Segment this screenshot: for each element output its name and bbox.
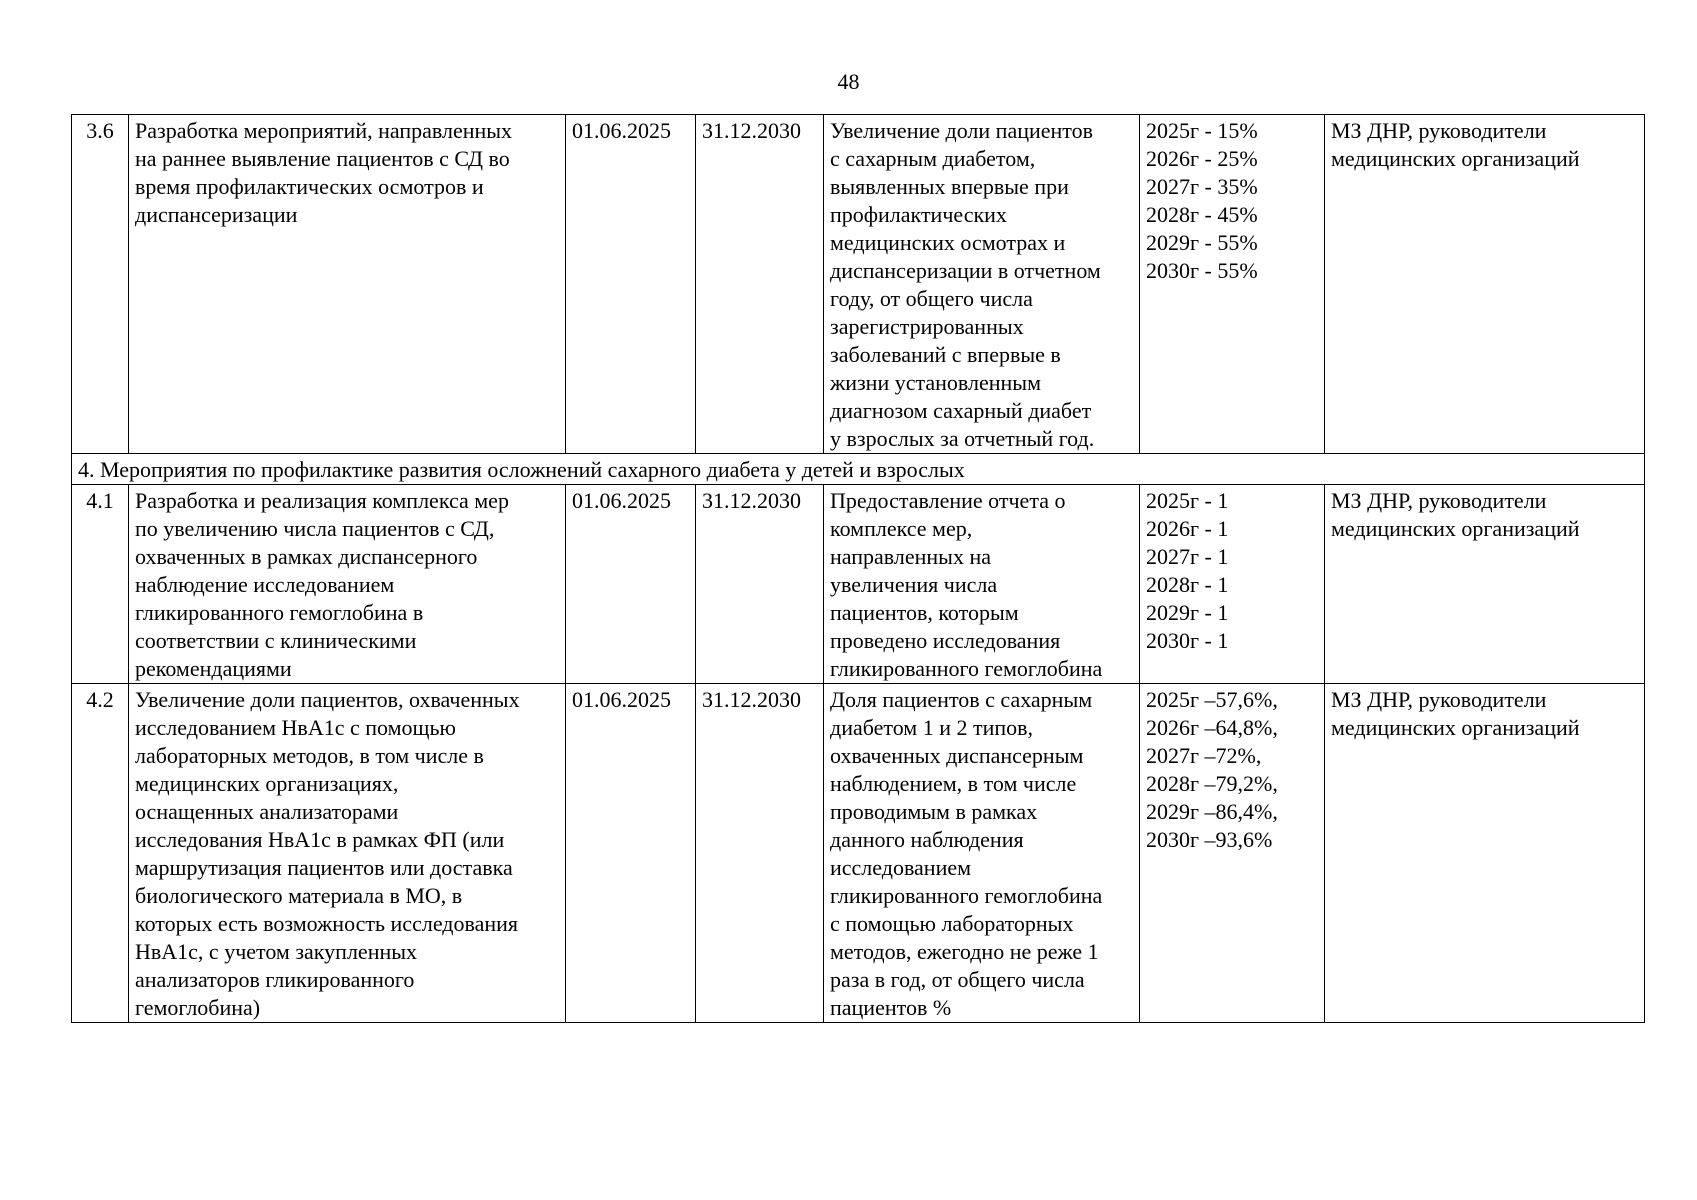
activities-table	[71, 114, 1645, 1023]
targets-cell: 2025г –57,6%, 2026г –64,8%, 2027г –72%, 2028г –79,2%, 2029г –86,4%, 2030г –93,6%	[1140, 684, 1325, 1023]
table-row	[72, 115, 1645, 454]
responsible-cell: МЗ ДНР, руководители медицинских организаций	[1325, 115, 1645, 454]
indicator-cell: Доля пациентов с сахарным диабетом 1 и 2 типов, охваченных диспансерным наблюдением, в том числе проводимым в рамках данного наблюдения исследованием гликированного гемоглобина с помощью лабораторных методов, ежегодно не реже 1 раза в год, от общего числа пациентов %	[824, 684, 1140, 1023]
end-date-cell: 31.12.2030	[696, 115, 824, 454]
row-number: 4.2	[72, 684, 129, 1023]
responsible-cell: МЗ ДНР, руководители медицинских организаций	[1325, 684, 1645, 1023]
row-number: 4.1	[72, 485, 129, 684]
page-number: 48	[837, 69, 860, 94]
section-header-row	[72, 454, 1645, 485]
activity-cell: Увеличение доли пациентов, охваченных исследованием НвА1с с помощью лабораторных методов, в том числе в медицинских организациях, оснащенных анализаторами исследования НвА1с в рамках ФП (или маршрутизация пациентов или доставка биологического материала в МО, в которых есть возможность исследования НвА1с, с учетом закупленных анализаторов гликированного гемоглобина)	[129, 684, 566, 1023]
responsible-cell: МЗ ДНР, руководители медицинских организаций	[1325, 485, 1645, 684]
targets-cell: 2025г - 1 2026г - 1 2027г - 1 2028г - 1 2029г - 1 2030г - 1	[1140, 485, 1325, 684]
row-number: 3.6	[72, 115, 129, 454]
start-date-cell: 01.06.2025	[566, 485, 696, 684]
activity-cell: Разработка мероприятий, направленных на раннее выявление пациентов с СД во время профилактических осмотров и диспансеризации	[129, 115, 566, 454]
indicator-cell: Увеличение доли пациентов с сахарным диабетом, выявленных впервые при профилактических медицинских осмотрах и диспансеризации в отчетном году, от общего числа зарегистрированных заболеваний с впервые в жизни установленным диагнозом сахарный диабет у взрослых за отчетный год.	[824, 115, 1140, 454]
activity-cell: Разработка и реализация комплекса мер по увеличению числа пациентов с СД, охваченных в рамках диспансерного наблюдение исследованием гликированного гемоглобина в соответствии с клиническими рекомендациями	[129, 485, 566, 684]
end-date-cell: 31.12.2030	[696, 485, 824, 684]
end-date-cell: 31.12.2030	[696, 684, 824, 1023]
section-header: 4. Мероприятия по профилактике развития осложнений сахарного диабета у детей и взрослых	[72, 454, 1645, 485]
targets-cell: 2025г - 15% 2026г - 25% 2027г - 35% 2028г - 45% 2029г - 55% 2030г - 55%	[1140, 115, 1325, 454]
indicator-cell: Предоставление отчета о комплексе мер, направленных на увеличения числа пациентов, которым проведено исследования гликированного гемоглобина	[824, 485, 1140, 684]
table-row	[72, 684, 1645, 1023]
start-date-cell: 01.06.2025	[566, 684, 696, 1023]
start-date-cell: 01.06.2025	[566, 115, 696, 454]
table-row	[72, 485, 1645, 684]
